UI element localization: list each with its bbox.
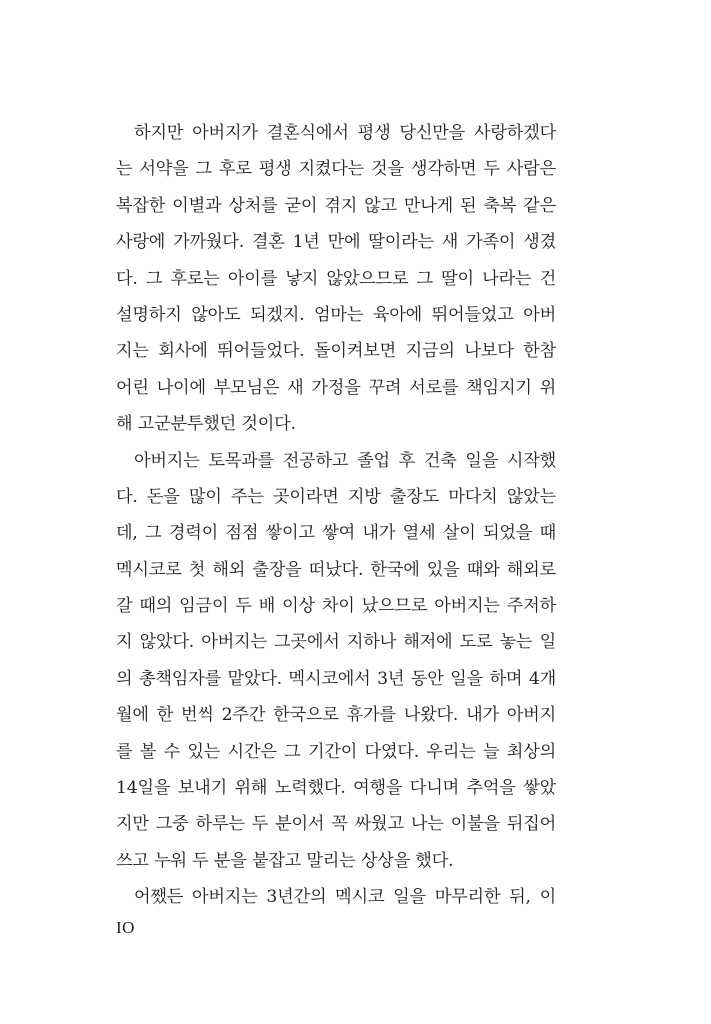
text-line: 하지만 아버지가 결혼식에서 평생 당신만을 사랑하겠다 — [134, 123, 556, 143]
text-line: 다. 돈을 많이 주는 곳이라면 지방 출장도 마다치 않았는 — [116, 486, 556, 507]
text-line: 해 고군분투했던 것이다. — [116, 414, 296, 435]
text-line: 사랑에 가까웠다. 결혼 1년 만에 딸이라는 새 가족이 생겼 — [116, 232, 556, 253]
body-text — [116, 115, 556, 916]
text-line: 지 않았다. 아버지는 그곳에서 지하나 해저에 도로 놓는 일 — [116, 632, 556, 653]
text-line: 다. 그 후로는 아이를 낳지 않았으므로 그 딸이 나라는 건 — [116, 268, 556, 289]
page-number: IO — [116, 918, 135, 937]
text-line: 복잡한 이별과 상처를 굳이 겪지 않고 만나게 된 축복 같은 — [116, 195, 556, 216]
text-line: 를 볼 수 있는 시간은 그 기간이 다였다. 우리는 늘 최상의 — [116, 741, 556, 762]
text-line: 의 총책임자를 맡았다. 멕시코에서 3년 동안 일을 하며 4개 — [116, 668, 556, 689]
text-line: 멕시코로 첫 해외 출장을 떠났다. 한국에 있을 때와 해외로 — [116, 559, 556, 580]
text-line: 어쨌든 아버지는 3년간의 멕시코 일을 마무리한 뒤, 이 — [134, 887, 556, 908]
text-line: 데, 그 경력이 점점 쌓이고 쌓여 내가 열세 살이 되었을 때 — [116, 523, 556, 544]
text-line: 지는 회사에 뛰어들었다. 돌이켜보면 지금의 나보다 한참 — [116, 341, 556, 362]
text-line: 월에 한 번씩 2주간 한국으로 휴가를 나왔다. 내가 아버지 — [116, 705, 556, 726]
text-line: 설명하지 않아도 되겠지. 엄마는 육아에 뛰어들었고 아버 — [116, 304, 556, 325]
text-line: 14일을 보내기 위해 노력했다. 여행을 다니며 추억을 쌓았 — [116, 778, 556, 799]
text-line: 는 서약을 그 후로 평생 지켰다는 것을 생각하면 두 사람은 — [116, 159, 556, 180]
text-line: 아버지는 토목과를 전공하고 졸업 후 건축 일을 시작했 — [134, 450, 556, 471]
text-line: 지만 그중 하루는 두 분이서 꼭 싸웠고 나는 이불을 뒤집어 — [116, 814, 556, 835]
text-line: 쓰고 누워 두 분을 붙잡고 말리는 상상을 했다. — [116, 850, 454, 871]
text-line: 어린 나이에 부모님은 새 가정을 꾸려 서로를 책임지기 위 — [116, 377, 556, 398]
text-line: 갈 때의 임금이 두 배 이상 차이 났으므로 아버지는 주저하 — [116, 596, 556, 617]
